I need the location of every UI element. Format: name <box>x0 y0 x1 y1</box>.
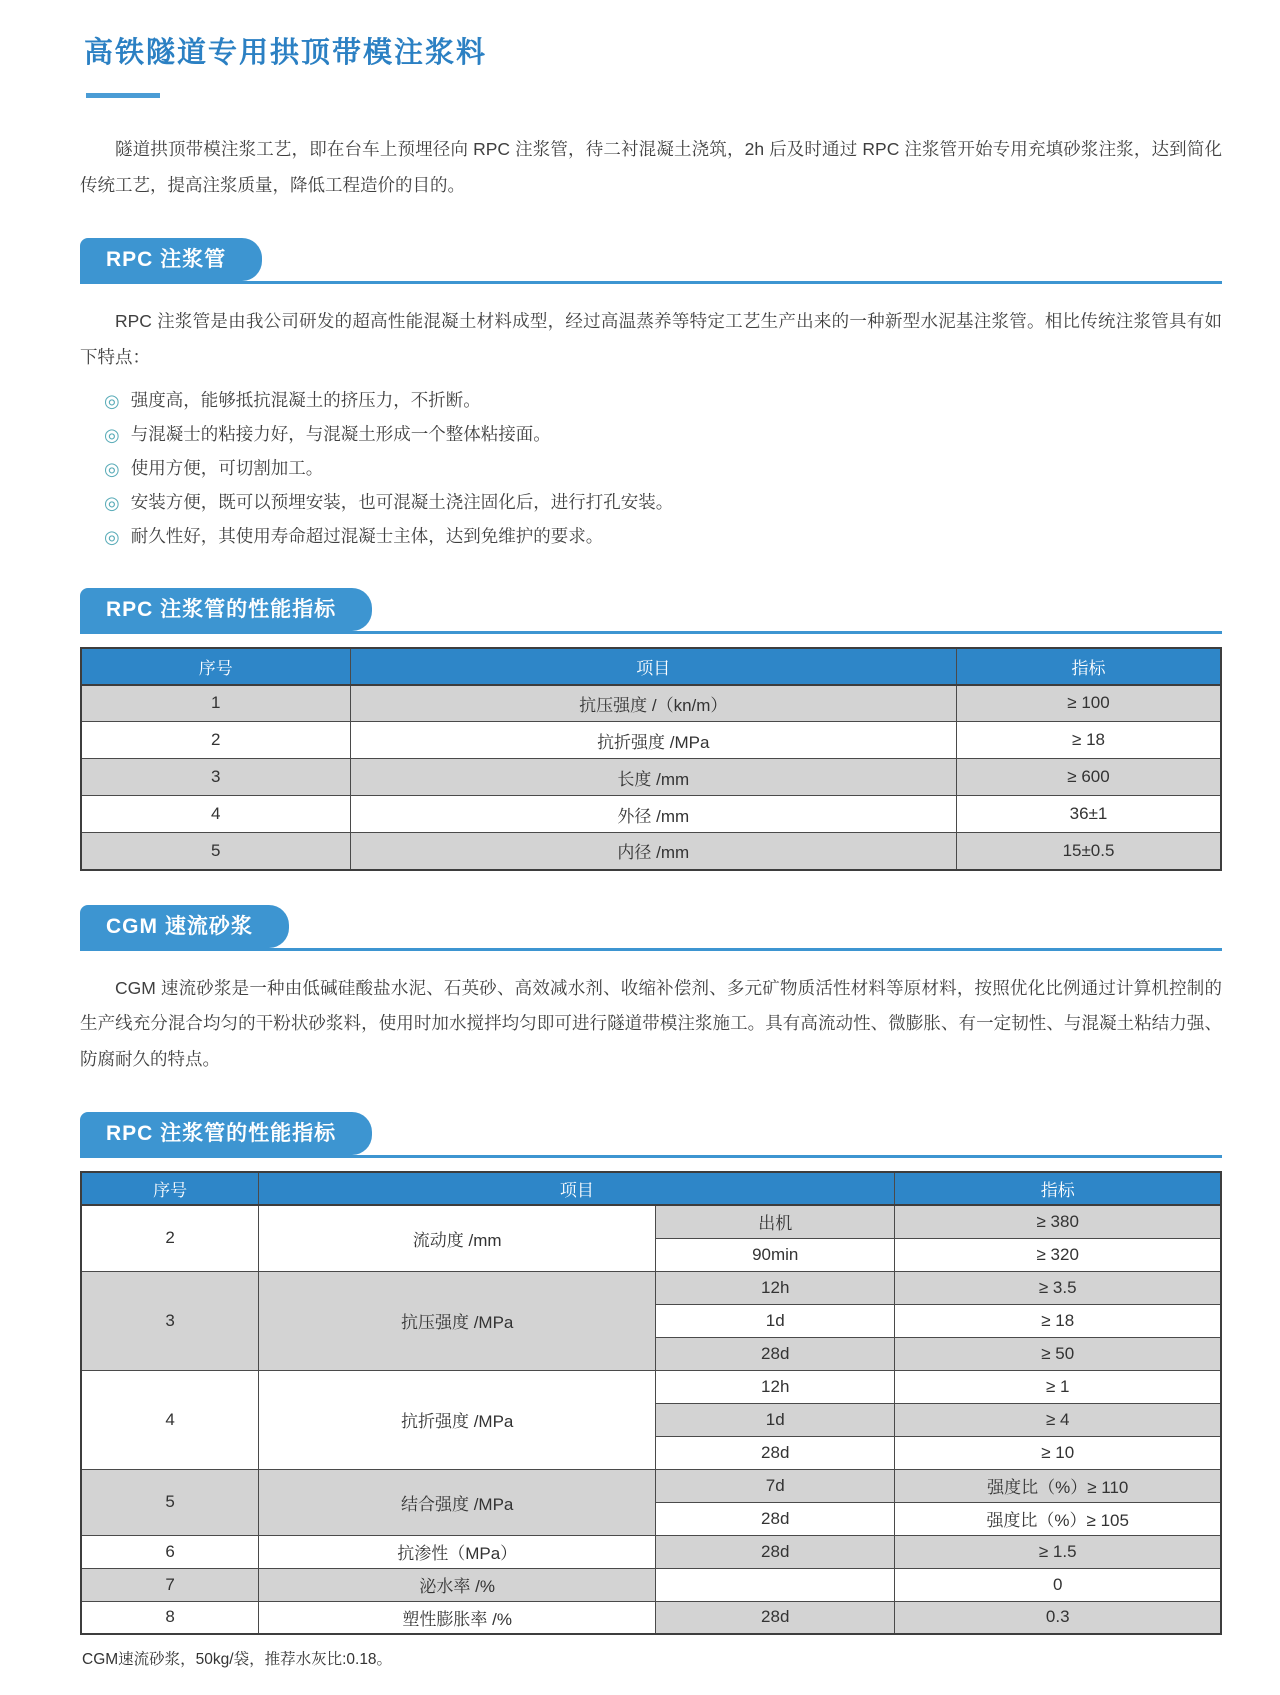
double-circle-bullet-icon: ◎ <box>104 390 120 411</box>
cell-seq: 2 <box>81 1205 259 1271</box>
cell-time <box>656 1568 895 1601</box>
cell-time: 28d <box>656 1436 895 1469</box>
table-row <box>81 1568 1221 1601</box>
cell-seq: 5 <box>81 833 350 870</box>
cell-spec: ≥ 50 <box>895 1337 1221 1370</box>
double-circle-bullet-icon: ◎ <box>104 458 120 479</box>
cell-spec: 强度比（%）≥ 105 <box>895 1502 1221 1535</box>
table-row <box>81 1271 1221 1304</box>
cell-spec: ≥ 320 <box>895 1238 1221 1271</box>
cell-spec: ≥ 18 <box>957 722 1221 759</box>
table-row <box>81 1370 1221 1403</box>
column-header-item: 项目 <box>350 648 956 685</box>
cell-spec: ≥ 1.5 <box>895 1535 1221 1568</box>
cgm-performance-table <box>80 1171 1222 1635</box>
cell-spec: ≥ 3.5 <box>895 1271 1221 1304</box>
column-header-item: 项目 <box>259 1172 895 1205</box>
cell-time: 12h <box>656 1271 895 1304</box>
cell-spec: 0.3 <box>895 1601 1221 1634</box>
cgm-description: CGM 速流砂浆是一种由低碱硅酸盐水泥、石英砂、高效减水剂、收缩补偿剂、多元矿物质活性材料等原材料，按照优化比例通过计算机控制的生产线充分混合均匀的干粉状砂浆料，使用时加水搅拌均匀即可进行隧道带模注浆施工。具有高流动性、微膨胀、有一定韧性、与混凝土粘结力强、防腐耐久的特点。 <box>80 977 1222 1070</box>
cell-spec: ≥ 100 <box>957 685 1221 722</box>
cell-spec: ≥ 4 <box>895 1403 1221 1436</box>
list-item <box>104 418 1222 452</box>
cell-item: 长度 /mm <box>350 759 956 796</box>
cell-item: 抗折强度 /MPa <box>350 722 956 759</box>
cell-time: 12h <box>656 1370 895 1403</box>
section-tab-rpc-performance: RPC 注浆管的性能指标 <box>80 588 372 631</box>
cell-seq: 8 <box>81 1601 259 1634</box>
rpc-performance-table <box>80 647 1222 871</box>
table-row <box>81 685 1221 722</box>
rpc-description: RPC 注浆管是由我公司研发的超高性能混凝土材料成型，经过高温蒸养等特定工艺生产出来的一种新型水泥基注浆管。相比传统注浆管具有如下特点： <box>80 310 1222 367</box>
section-header-rpc-pipe <box>80 238 1222 284</box>
cell-seq: 4 <box>81 796 350 833</box>
cell-time: 出机 <box>656 1205 895 1238</box>
cell-item: 流动度 /mm <box>259 1205 656 1271</box>
column-header-seq: 序号 <box>81 1172 259 1205</box>
list-item-text: 强度高，能够抵抗混凝土的挤压力，不折断。 <box>130 389 481 410</box>
list-item <box>104 486 1222 520</box>
cell-item: 泌水率 /% <box>259 1568 656 1601</box>
column-header-spec: 指标 <box>957 648 1221 685</box>
table-row <box>81 796 1221 833</box>
cell-spec: 36±1 <box>957 796 1221 833</box>
cell-time: 28d <box>656 1337 895 1370</box>
cell-time: 1d <box>656 1403 895 1436</box>
section-tab-rpc-pipe: RPC 注浆管 <box>80 238 262 281</box>
table-row <box>81 833 1221 870</box>
cell-seq: 6 <box>81 1535 259 1568</box>
section-header-cgm <box>80 905 1222 951</box>
cell-spec: 15±0.5 <box>957 833 1221 870</box>
table-header-row <box>81 1172 1221 1205</box>
cell-time: 7d <box>656 1469 895 1502</box>
table-row <box>81 759 1221 796</box>
section-header-rpc-performance <box>80 588 1222 634</box>
cell-item: 塑性膨胀率 /% <box>259 1601 656 1634</box>
double-circle-bullet-icon: ◎ <box>104 492 120 513</box>
cell-spec: ≥ 10 <box>895 1436 1221 1469</box>
cell-seq: 3 <box>81 759 350 796</box>
cell-spec: ≥ 1 <box>895 1370 1221 1403</box>
title-underline <box>86 93 160 98</box>
section-tab-cgm-performance: RPC 注浆管的性能指标 <box>80 1112 372 1155</box>
cell-time: 90min <box>656 1238 895 1271</box>
column-header-spec: 指标 <box>895 1172 1221 1205</box>
page-title: 高铁隧道专用拱顶带模注浆料 <box>84 37 488 69</box>
cell-time: 28d <box>656 1535 895 1568</box>
cell-item: 抗压强度 /（kn/m） <box>350 685 956 722</box>
footnote: CGM速流砂浆，50kg/袋，推荐水灰比:0.18。 <box>82 1651 393 1669</box>
cell-item: 抗压强度 /MPa <box>259 1271 656 1370</box>
cell-time: 28d <box>656 1601 895 1634</box>
list-item-text: 使用方便，可切割加工。 <box>130 457 324 478</box>
cell-item: 抗折强度 /MPa <box>259 1370 656 1469</box>
table-row <box>81 1535 1221 1568</box>
cell-spec: ≥ 18 <box>895 1304 1221 1337</box>
rpc-feature-list <box>80 384 1222 554</box>
cell-item: 外径 /mm <box>350 796 956 833</box>
intro-paragraph: 隧道拱顶带模注浆工艺，即在台车上预埋径向 RPC 注浆管，待二衬混凝土浇筑，2h 后及时通过 RPC 注浆管开始专用充填砂浆注浆，达到简化传统工艺，提高注浆质量，降低工程造价的目的。 <box>80 139 1222 195</box>
section-tab-cgm: CGM 速流砂浆 <box>80 905 289 948</box>
table-header-row <box>81 648 1221 685</box>
double-circle-bullet-icon: ◎ <box>104 526 120 547</box>
cell-item: 内径 /mm <box>350 833 956 870</box>
double-circle-bullet-icon: ◎ <box>104 424 120 445</box>
list-item-text: 耐久性好，其使用寿命超过混凝士主体，达到免维护的要求。 <box>130 525 604 546</box>
cell-seq: 7 <box>81 1568 259 1601</box>
list-item <box>104 384 1222 418</box>
table-row <box>81 722 1221 759</box>
cell-item: 抗渗性（MPa） <box>259 1535 656 1568</box>
cell-item: 结合强度 /MPa <box>259 1469 656 1535</box>
cell-seq: 1 <box>81 685 350 722</box>
column-header-seq: 序号 <box>81 648 350 685</box>
section-header-cgm-performance <box>80 1112 1222 1158</box>
cell-time: 1d <box>656 1304 895 1337</box>
cell-seq: 3 <box>81 1271 259 1370</box>
cell-seq: 2 <box>81 722 350 759</box>
table-row <box>81 1205 1221 1238</box>
table-row <box>81 1601 1221 1634</box>
table-row <box>81 1469 1221 1502</box>
cell-spec: 0 <box>895 1568 1221 1601</box>
cell-spec: ≥ 380 <box>895 1205 1221 1238</box>
cell-seq: 5 <box>81 1469 259 1535</box>
cell-seq: 4 <box>81 1370 259 1469</box>
list-item <box>104 520 1222 554</box>
cell-spec: ≥ 600 <box>957 759 1221 796</box>
list-item-text: 与混凝士的粘接力好，与混凝土形成一个整体粘接面。 <box>130 423 551 444</box>
cell-spec: 强度比（%）≥ 110 <box>895 1469 1221 1502</box>
cell-time: 28d <box>656 1502 895 1535</box>
list-item-text: 安装方便，既可以预埋安装，也可混凝土浇注固化后，进行打孔安装。 <box>130 491 674 512</box>
list-item <box>104 452 1222 486</box>
